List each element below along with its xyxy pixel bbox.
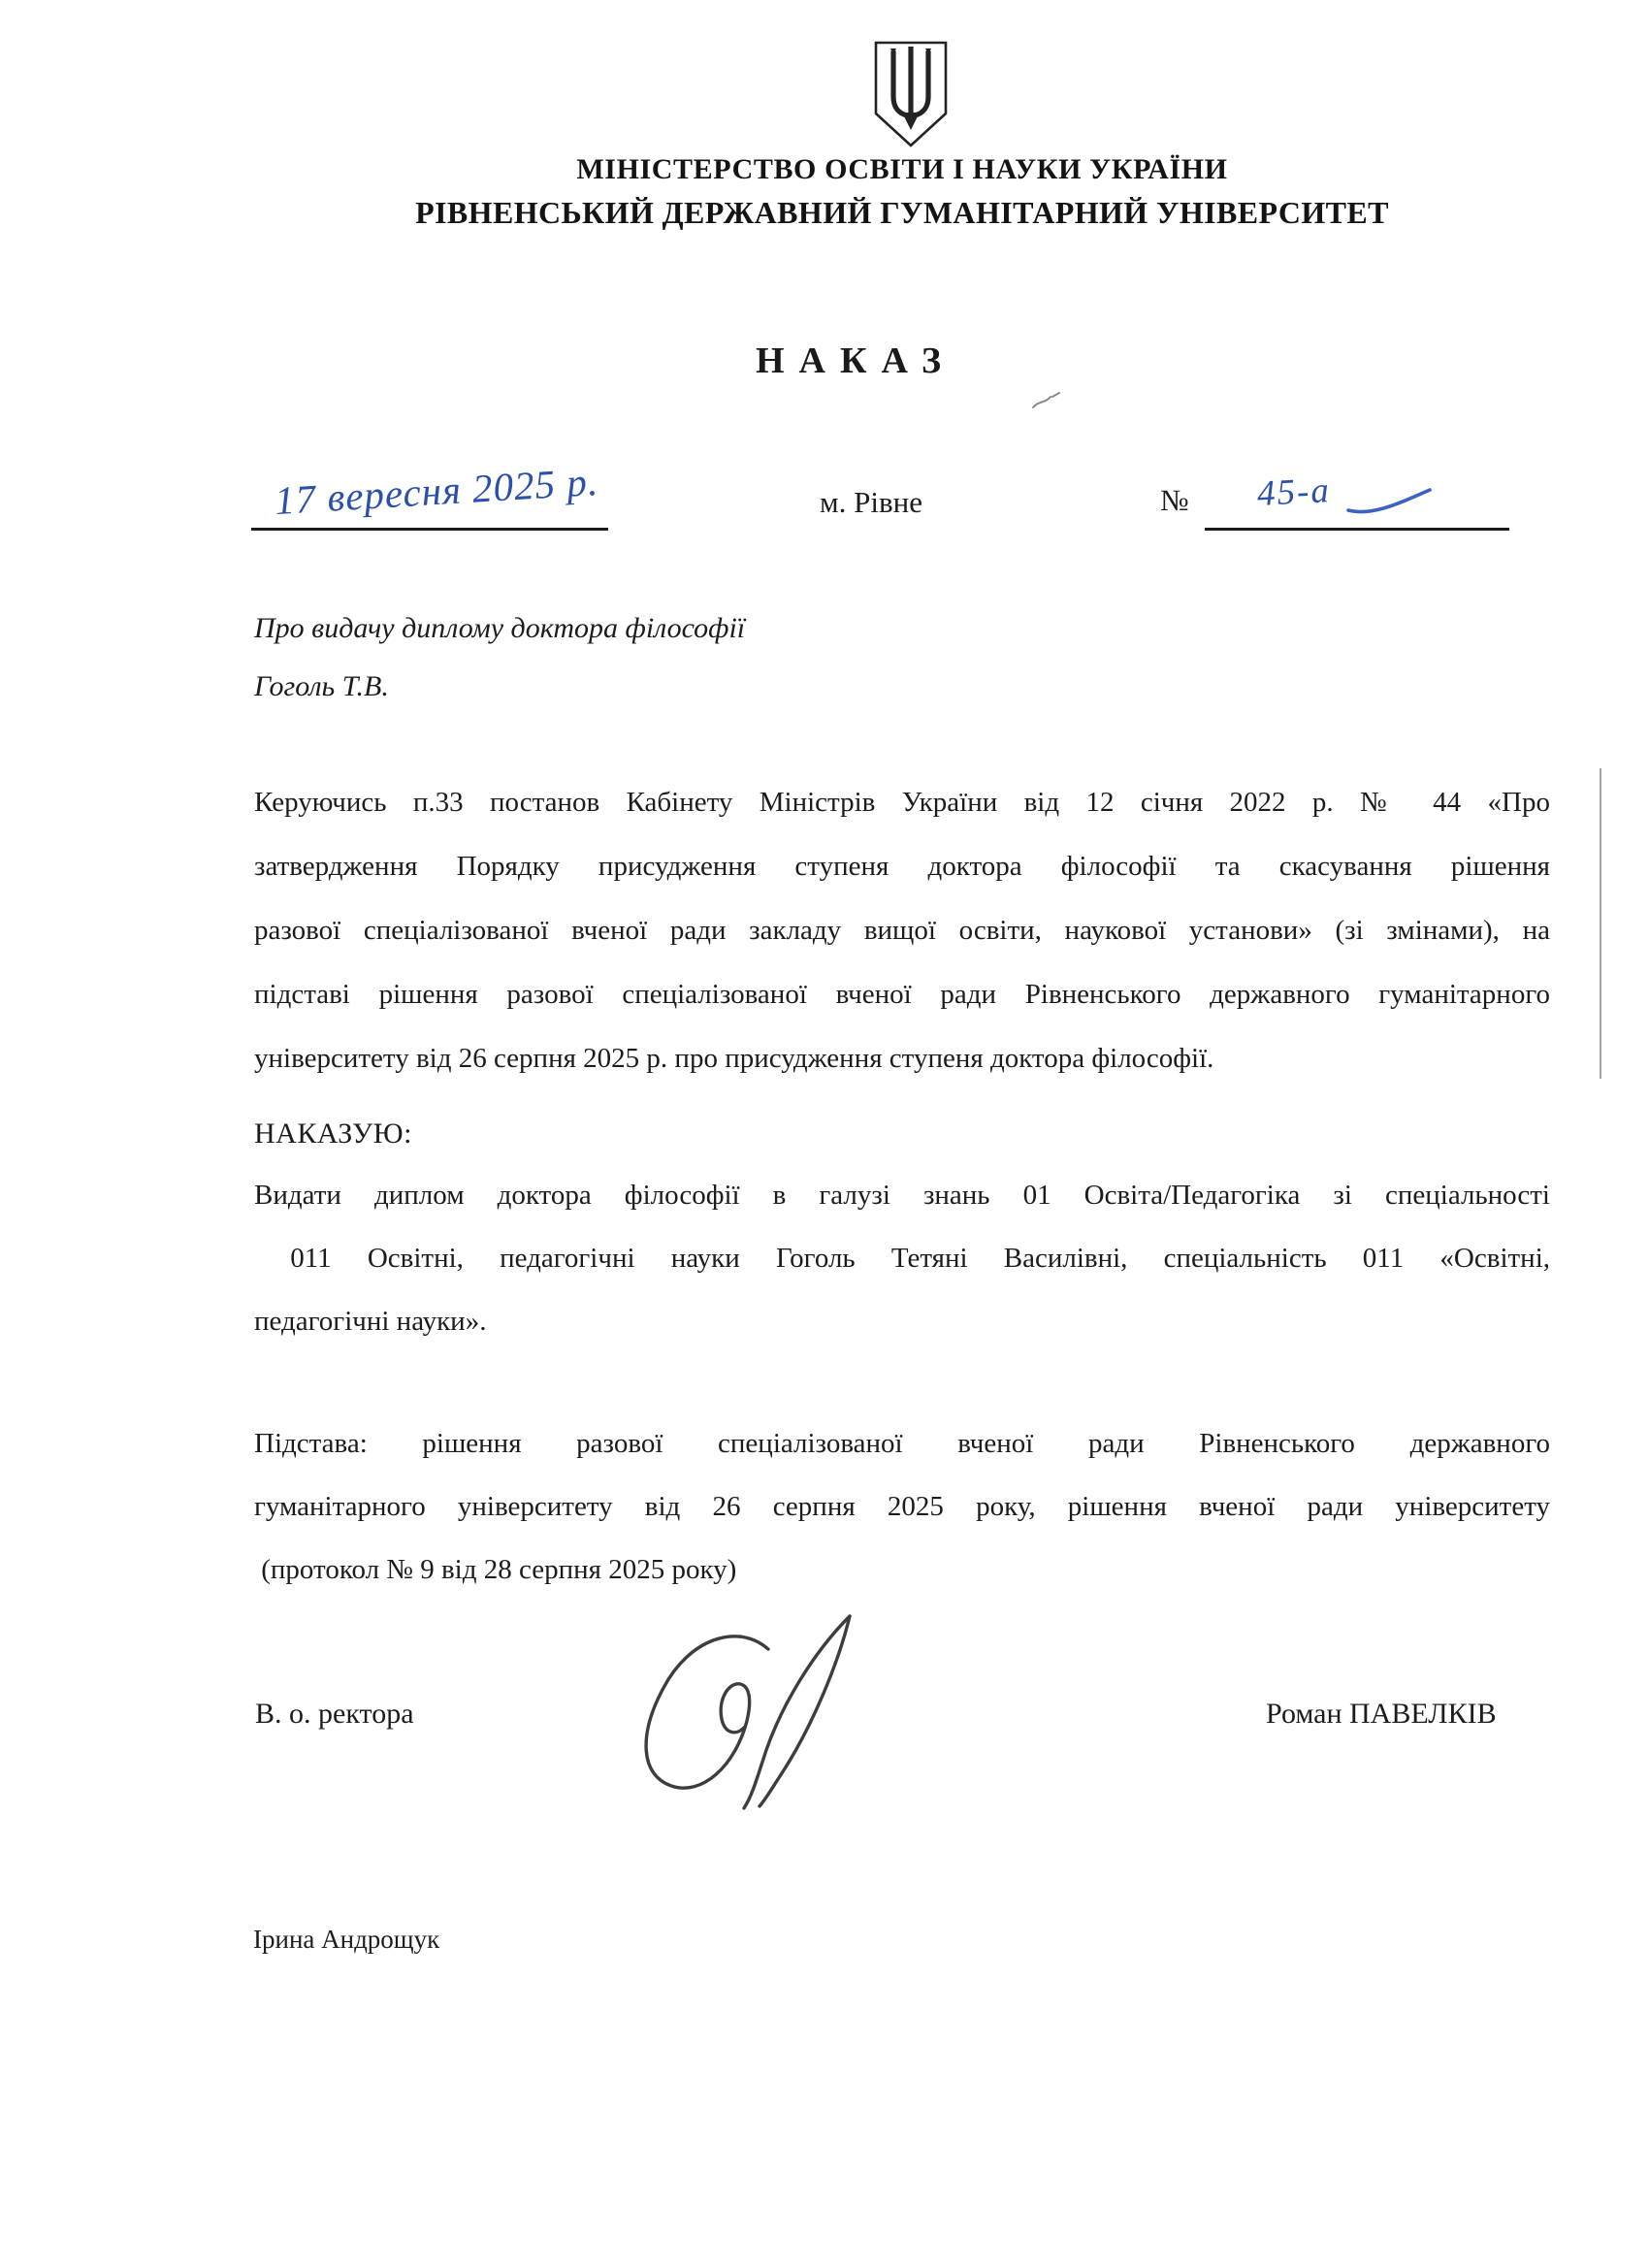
text-line: разової спеціалізованої вченої ради закладу вищої освіти, наукової установи» (зі змінами), на (254, 915, 1550, 946)
text-line: затвердження Порядку присудження ступеня доктора філософії та скасування рішення (254, 851, 1550, 882)
preamble-paragraph (254, 770, 1550, 1090)
pen-flourish-icon (1346, 485, 1432, 518)
text-line: Керуючись п.33 постанов Кабінету Міністрів України від 12 січня 2022 р. № 44 «Про (254, 787, 1550, 818)
text-line: педагогічні науки». (254, 1306, 487, 1337)
order-city: м. Рівне (820, 485, 922, 519)
ministry-name: МІНІСТЕРСТВО ОСВІТИ І НАУКИ УКРАЇНИ (576, 153, 1228, 185)
university-name: РІВНЕНСЬКИЙ ДЕРЖАВНИЙ ГУМАНІТАРНИЙ УНІВЕРСИТЕТ (415, 195, 1389, 230)
resolve-heading: НАКАЗУЮ: (254, 1118, 412, 1150)
text-line: університету від 26 серпня 2025 р. про присудження ступеня доктора філософії. (254, 1043, 1214, 1074)
order-number-handwritten: 45-а (1255, 470, 1332, 514)
scan-mark-artifact (1030, 392, 1063, 411)
text-line: (протокол № 9 від 28 серпня 2025 року) (254, 1554, 737, 1585)
signer-position: В. о. ректора (255, 1698, 414, 1730)
number-underline (1205, 528, 1509, 531)
order-subject (254, 599, 1127, 716)
order-number-label: № (1160, 483, 1189, 517)
signer-name: Роман ПАВЕЛКІВ (1266, 1698, 1497, 1730)
order-title: НАКАЗ (756, 340, 956, 381)
text-line: гуманітарного університету від 26 серпня 2025 року, рішення вченої ради університету (254, 1491, 1550, 1522)
text-line: Підстава: рішення разової спеціалізованої вченої ради Рівненського державного (254, 1428, 1550, 1459)
rector-signature-icon (621, 1606, 873, 1812)
basis-paragraph (254, 1412, 1550, 1602)
scan-line-artifact (1600, 768, 1601, 1079)
ukraine-trident-icon (870, 39, 952, 149)
text-line: підставі рішення разової спеціалізованої вченої ради Рівненського державного гуманітарного (254, 979, 1550, 1010)
subject-line: Гоголь Т.В. (254, 670, 389, 702)
resolve-paragraph (254, 1164, 1550, 1353)
text-line: 011 Освітні, педагогічні науки Гоголь Тетяні Василівні, спеціальність 011 «Освітні, (254, 1243, 1550, 1274)
date-underline (251, 528, 608, 531)
subject-line: Про видачу диплому доктора філософії (254, 612, 746, 644)
order-date-handwritten: 17 вересня 2025 р. (273, 458, 600, 524)
text-line: Видати диплом доктора філософії в галузі знань 01 Освіта/Педагогіка зі спеціальності (254, 1180, 1550, 1211)
executor-name: Ірина Андрощук (253, 1925, 440, 1954)
